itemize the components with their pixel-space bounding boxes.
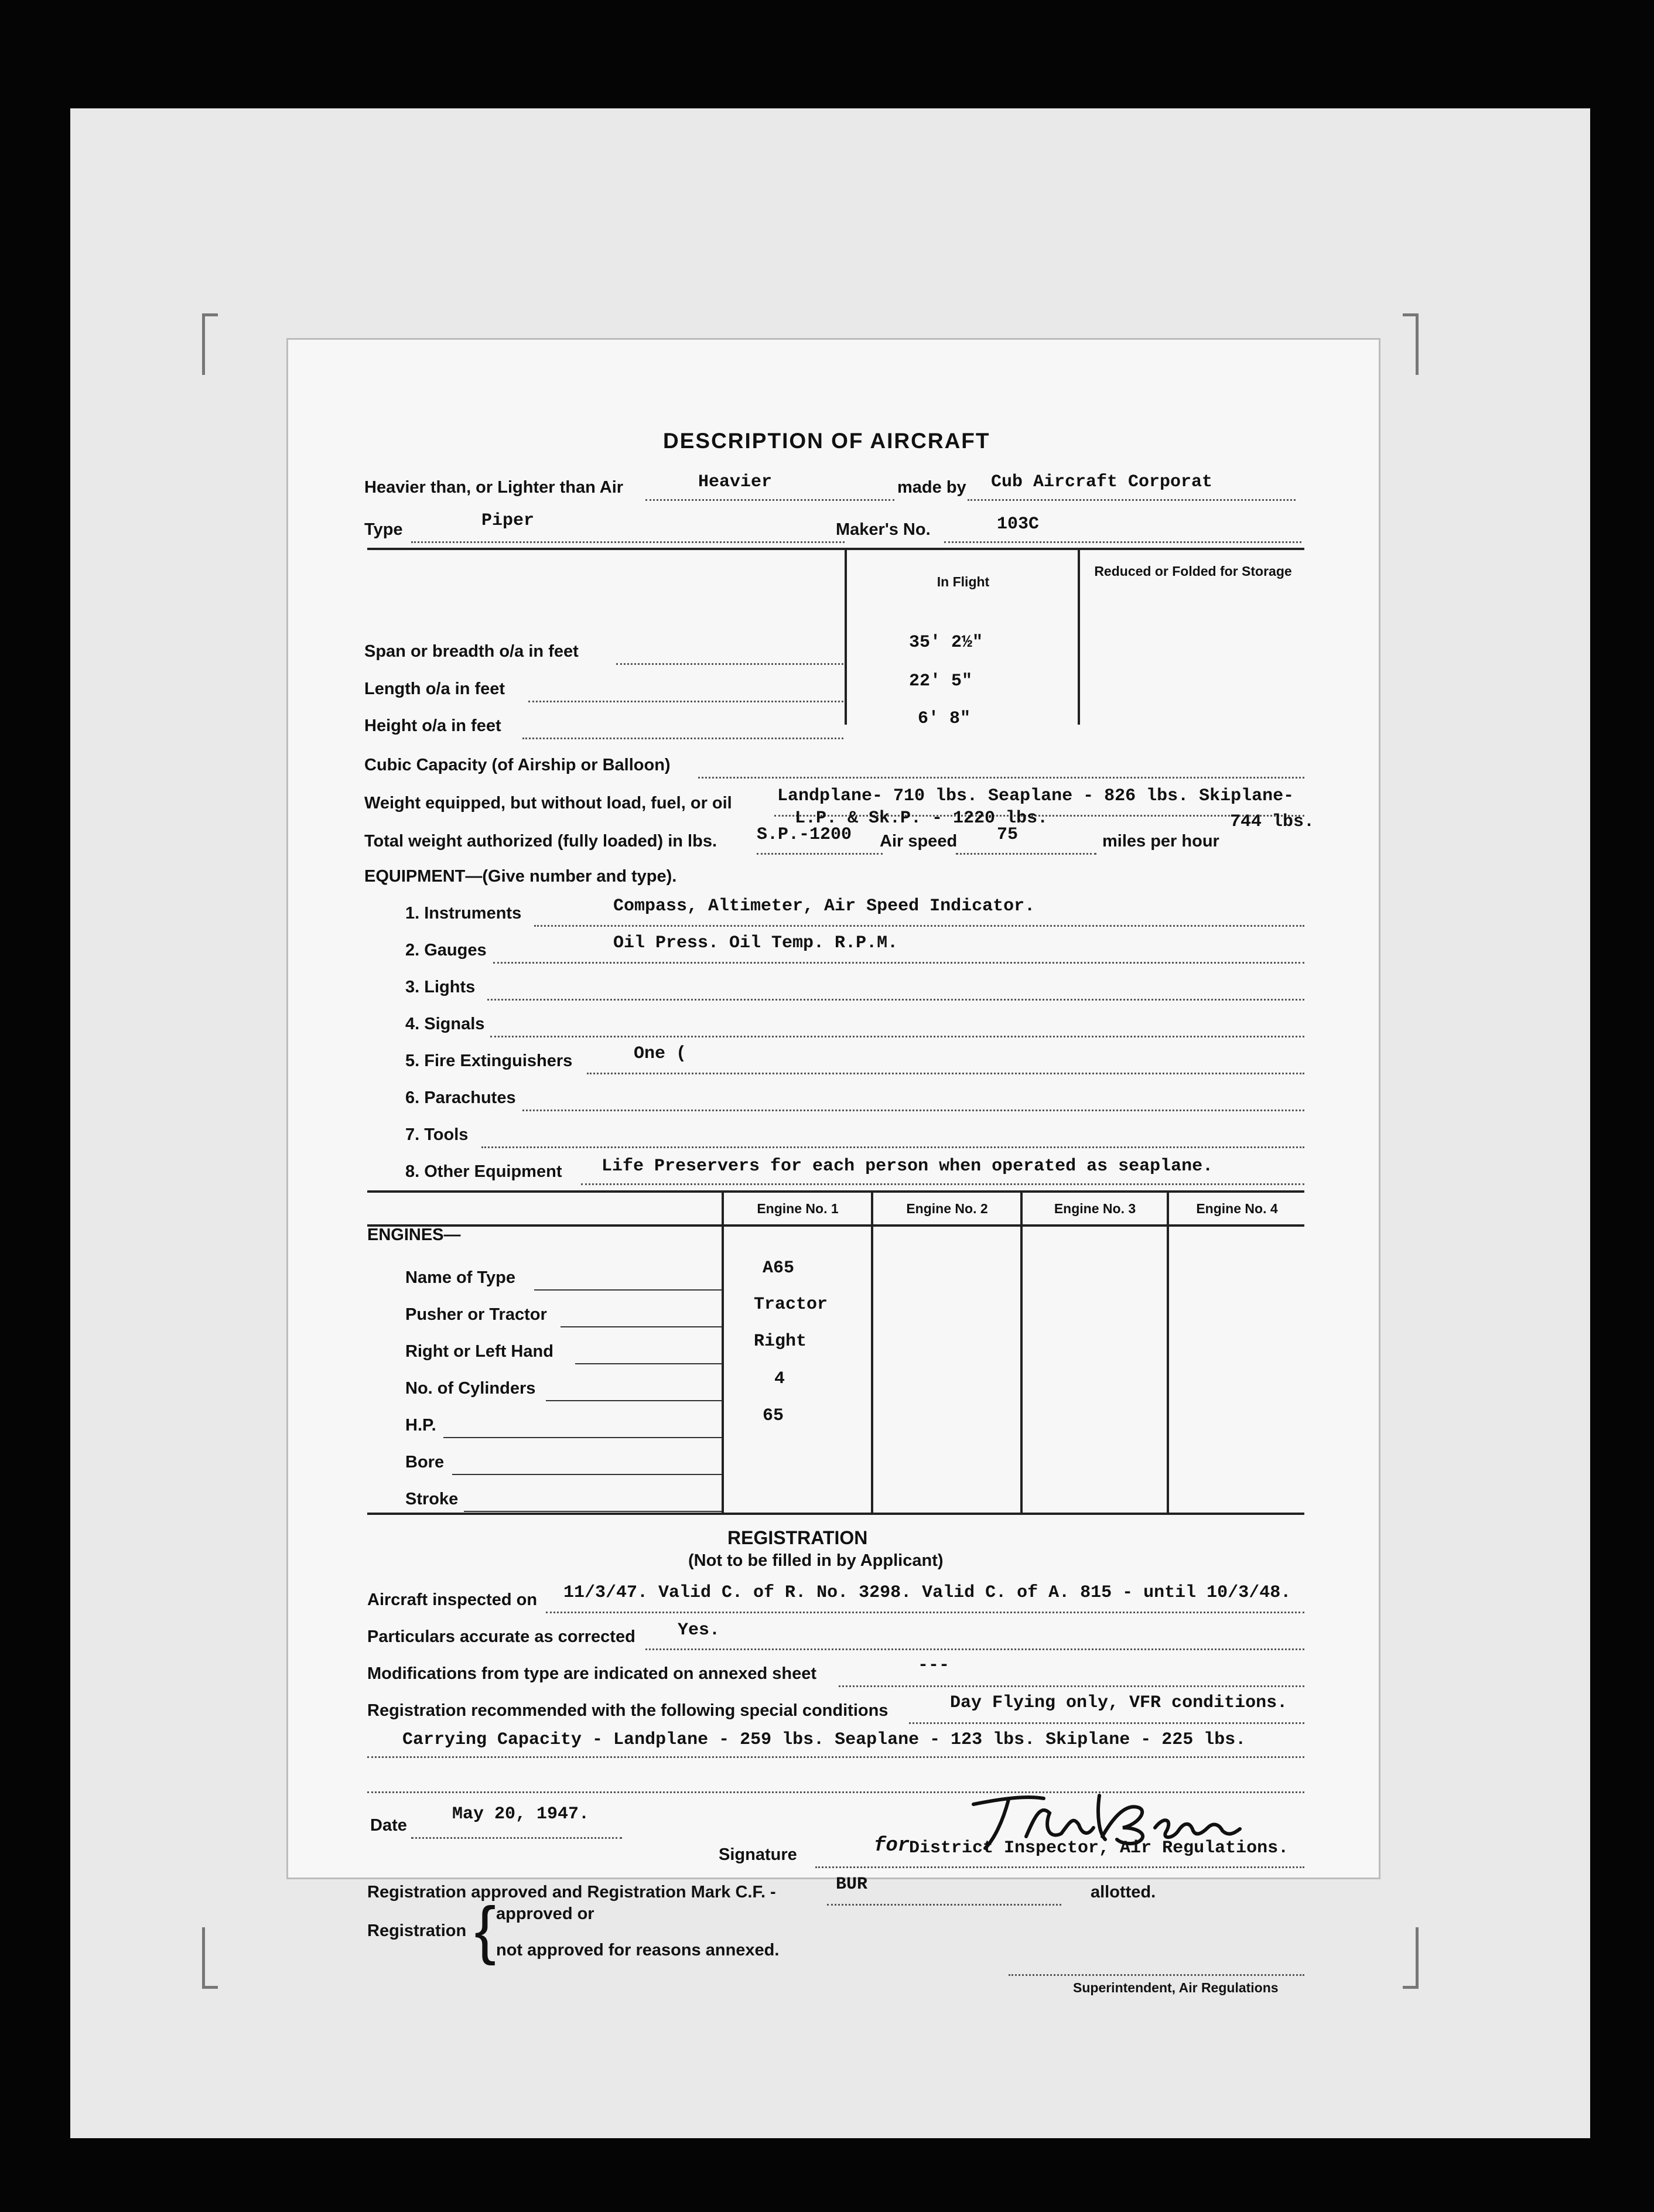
engine-col-divider-1 (722, 1192, 724, 1514)
approved-mark-label: Registration approved and Registration Mark C.F. - (367, 1883, 776, 1902)
total-weight-line (757, 853, 883, 855)
signals-label: 4. Signals (405, 1015, 485, 1033)
signature-line (815, 1866, 1304, 1868)
crop-mark-top-left (202, 313, 218, 375)
dimensions-top-rule (367, 548, 1304, 550)
signature-label: Signature (719, 1845, 797, 1864)
height-line (522, 738, 843, 739)
right-left-hand-label: Right or Left Hand (405, 1342, 553, 1361)
parachutes-label: 6. Parachutes (405, 1088, 516, 1107)
total-weight-line1: L.P. & Sk.P. - 1220 lbs. (795, 808, 1048, 828)
superintendent-line (1009, 1974, 1304, 1976)
span-line (616, 663, 843, 665)
made-by-value: Cub Aircraft Corporat (991, 472, 1213, 492)
makers-no-label: Maker's No. (836, 520, 931, 539)
registration-subheading: (Not to be filled in by Applicant) (688, 1551, 944, 1570)
height-value: 6' 8" (918, 709, 971, 729)
modifications-label: Modifications from type are indicated on annexed sheet (367, 1664, 817, 1683)
pusher-tractor-line (561, 1326, 722, 1327)
other-equipment-line (581, 1183, 1304, 1185)
fire-extinguishers-value: One ( (634, 1044, 687, 1064)
airspeed-line (956, 853, 1096, 855)
made-by-label: made by (897, 478, 966, 497)
other-equipment-label: 8. Other Equipment (405, 1162, 562, 1181)
type-line (411, 541, 845, 543)
span-value: 35' 2½" (909, 633, 983, 653)
engines-bottom-rule (367, 1513, 1304, 1515)
col-storage: Reduced or Folded for Storage (1094, 564, 1292, 579)
recommended-label: Registration recommended with the following special conditions (367, 1701, 888, 1720)
engine-col-3: Engine No. 3 (1054, 1201, 1136, 1216)
hp-value: 65 (763, 1406, 784, 1426)
equipment-heading: EQUIPMENT—(Give number and type). (364, 867, 677, 886)
parachutes-line (522, 1110, 1304, 1111)
engine-name-value: A65 (763, 1258, 795, 1278)
length-value: 22' 5" (909, 671, 973, 691)
engine-col-divider-3 (1020, 1192, 1023, 1514)
lights-line (487, 999, 1304, 1001)
allotted-label: allotted. (1091, 1883, 1156, 1902)
stroke-line (464, 1511, 722, 1512)
heavier-lighter-value: Heavier (698, 472, 773, 492)
approved-or-label: approved or (496, 1904, 594, 1923)
cylinders-value: 4 (774, 1369, 785, 1389)
accurate-label: Particulars accurate as corrected (367, 1627, 635, 1646)
dimensions-divider-2 (1078, 549, 1080, 725)
engine-name-label: Name of Type (405, 1268, 516, 1287)
other-equipment-value: Life Preservers for each person when operated as seaplane. (602, 1156, 1214, 1176)
cylinders-label: No. of Cylinders (405, 1379, 536, 1398)
type-label: Type (364, 520, 403, 539)
signature-title: District Inspector, Air Regulations. (909, 1838, 1289, 1858)
engines-top-rule (367, 1190, 1304, 1193)
pusher-tractor-value: Tractor (754, 1295, 828, 1315)
right-left-hand-line (575, 1363, 722, 1364)
engines-header-rule (367, 1224, 1304, 1227)
conditions-line-2 (367, 1756, 1304, 1758)
engines-heading: ENGINES— (367, 1226, 461, 1244)
signature-for: for (874, 1835, 910, 1857)
weight-equipped-label: Weight equipped, but without load, fuel, or oil (364, 794, 732, 813)
gauges-line (493, 962, 1304, 964)
gauges-value: Oil Press. Oil Temp. R.P.M. (613, 933, 898, 953)
date-value: May 20, 1947. (452, 1804, 590, 1824)
instruments-label: 1. Instruments (405, 904, 522, 923)
recommended-value: Day Flying only, VFR conditions. (950, 1693, 1288, 1713)
total-weight-label: Total weight authorized (fully loaded) in lbs. (364, 832, 717, 851)
signals-line (490, 1036, 1304, 1037)
total-weight-value: S.P.-1200 (757, 825, 852, 845)
made-by-line (968, 499, 1296, 501)
engine-col-divider-2 (871, 1192, 873, 1514)
airspeed-label: Air speed (880, 832, 958, 851)
modifications-value: --- (918, 1655, 950, 1675)
tools-label: 7. Tools (405, 1125, 469, 1144)
bore-label: Bore (405, 1453, 445, 1472)
accurate-line (645, 1648, 1304, 1650)
col-in-flight: In Flight (937, 574, 990, 589)
accurate-value: Yes. (678, 1620, 720, 1640)
recommended-line (909, 1722, 1304, 1724)
approved-mark-line (827, 1904, 1061, 1906)
crop-mark-top-right (1403, 313, 1419, 375)
inspected-label: Aircraft inspected on (367, 1590, 538, 1609)
makers-no-line (944, 541, 1301, 543)
engine-name-line (534, 1289, 722, 1291)
engine-col-divider-4 (1167, 1192, 1169, 1514)
modifications-line (839, 1685, 1304, 1687)
approved-mark-value: BUR (836, 1875, 868, 1894)
inspected-line (546, 1612, 1304, 1613)
length-label: Length o/a in feet (364, 680, 505, 698)
hp-label: H.P. (405, 1416, 436, 1435)
airspeed-value: 75 (997, 825, 1019, 845)
registration-status-label: Registration (367, 1921, 467, 1940)
makers-no-value: 103C (997, 514, 1040, 534)
instruments-line (534, 925, 1304, 927)
superintendent-label: Superintendent, Air Regulations (1073, 1980, 1279, 1995)
skiplane-weight-value: 744 lbs. (1230, 812, 1315, 832)
crop-mark-bottom-right (1403, 1927, 1419, 1989)
cubic-capacity-line (698, 777, 1304, 779)
engine-col-1: Engine No. 1 (757, 1201, 839, 1216)
brace: { (474, 1894, 496, 1966)
date-line (411, 1837, 622, 1839)
cylinders-line (546, 1400, 722, 1401)
bore-line (452, 1474, 722, 1475)
span-label: Span or breadth o/a in feet (364, 642, 579, 661)
carrying-capacity-value: Carrying Capacity - Landplane - 259 lbs. Seaplane - 123 lbs. Skiplane - 225 lbs. (402, 1730, 1246, 1750)
date-label: Date (370, 1816, 407, 1835)
instruments-value: Compass, Altimeter, Air Speed Indicator. (613, 896, 1036, 916)
aircraft-description-form (288, 340, 1379, 1995)
height-label: Height o/a in feet (364, 716, 501, 735)
lights-label: 3. Lights (405, 978, 476, 996)
right-left-hand-value: Right (754, 1332, 807, 1351)
fire-extinguishers-line (587, 1073, 1304, 1074)
registration-heading: REGISTRATION (727, 1527, 868, 1548)
length-line (528, 701, 843, 702)
cubic-capacity-label: Cubic Capacity (of Airship or Balloon) (364, 756, 671, 774)
engine-col-4: Engine No. 4 (1196, 1201, 1278, 1216)
mph-label: miles per hour (1102, 832, 1219, 851)
heavier-lighter-line (645, 499, 894, 501)
inspected-value: 11/3/47. Valid C. of R. No. 3298. Valid C. of A. 815 - until 10/3/48. (563, 1583, 1291, 1603)
stroke-label: Stroke (405, 1490, 459, 1508)
not-approved-label: not approved for reasons annexed. (496, 1941, 780, 1960)
dimensions-divider-1 (845, 549, 847, 725)
hp-line (443, 1437, 722, 1438)
pusher-tractor-label: Pusher or Tractor (405, 1305, 547, 1324)
form-title: DESCRIPTION OF AIRCRAFT (663, 429, 990, 453)
crop-mark-bottom-left (202, 1927, 218, 1989)
tools-line (481, 1146, 1304, 1148)
heavier-lighter-label: Heavier than, or Lighter than Air (364, 478, 624, 497)
fire-extinguishers-label: 5. Fire Extinguishers (405, 1052, 573, 1070)
type-value: Piper (481, 511, 535, 531)
engine-col-2: Engine No. 2 (906, 1201, 988, 1216)
gauges-label: 2. Gauges (405, 941, 487, 960)
weight-equipped-value: Landplane- 710 lbs. Seaplane - 826 lbs. Skiplane- (777, 786, 1294, 806)
